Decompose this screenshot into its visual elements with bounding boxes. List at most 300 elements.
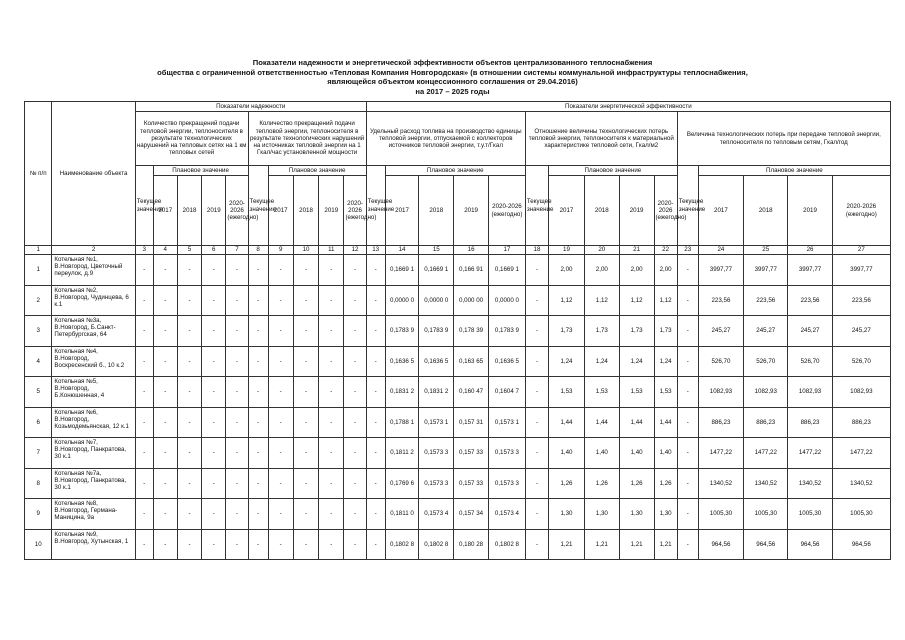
fuel-value: 0,157 33	[454, 468, 489, 499]
loss-value: 245,27	[698, 316, 743, 347]
reliability-value: -	[268, 346, 293, 377]
loss-value: 1082,93	[788, 377, 832, 408]
fuel-value: 0,1788 1	[385, 407, 419, 438]
reliability-value: -	[319, 499, 344, 530]
fuel-value: 0,1573 4	[419, 499, 454, 530]
loss-value: -	[677, 255, 698, 286]
fuel-value: 0,1811 2	[385, 438, 419, 469]
fuel-value: 0,000 00	[454, 285, 489, 316]
reliability-value: -	[293, 407, 318, 438]
reliability-value: -	[153, 529, 177, 560]
reliability-value: -	[293, 285, 318, 316]
loss-value-year-2019-header: 2019	[788, 176, 832, 246]
fuel-value: -	[366, 346, 385, 377]
loss-value: 1340,52	[832, 468, 890, 499]
reliability-value: -	[248, 377, 268, 408]
loss-value: 1477,22	[788, 438, 832, 469]
reliability-value: -	[153, 255, 177, 286]
fuel-value: 0,1636 5	[419, 346, 454, 377]
fuel-value: 0,180 28	[454, 529, 489, 560]
reliability-value: -	[177, 285, 201, 316]
loss-value: -	[677, 468, 698, 499]
loss-value: 1005,30	[698, 499, 743, 530]
rel-sources-year-2017-header: 2017	[268, 176, 293, 246]
loss-value: 964,56	[788, 529, 832, 560]
ratio-value: 1,21	[584, 529, 619, 560]
ratio-value: 1,26	[619, 468, 654, 499]
reliability-group-header: Показатели надежности	[135, 102, 366, 112]
reliability-value: -	[319, 316, 344, 347]
ratio-value: 1,44	[619, 407, 654, 438]
loss-value: -	[677, 316, 698, 347]
ratio-value: 1,44	[549, 407, 585, 438]
ratio-value: 1,12	[654, 285, 677, 316]
ratio-value: 1,30	[549, 499, 585, 530]
ratio-value: 1,24	[619, 346, 654, 377]
loss-value: 223,56	[832, 285, 890, 316]
loss-value: 526,70	[832, 346, 890, 377]
loss-value-year-2017-header: 2017	[698, 176, 743, 246]
ratio-value: 1,24	[654, 346, 677, 377]
reliability-value: -	[268, 377, 293, 408]
ratio-value: 1,53	[549, 377, 585, 408]
reliability-value: -	[344, 346, 366, 377]
reliability-value: -	[344, 499, 366, 530]
fuel-value: -	[366, 529, 385, 560]
fuel-value: 0,1769 6	[385, 468, 419, 499]
loss-value: 1340,52	[788, 468, 832, 499]
loss-value: 1082,93	[744, 377, 788, 408]
fuel-value: 0,1811 0	[385, 499, 419, 530]
reliability-value: -	[177, 438, 201, 469]
fuel-value: -	[366, 468, 385, 499]
loss-value: 223,56	[698, 285, 743, 316]
ratio-value: 1,40	[654, 438, 677, 469]
ratio-value: 1,40	[584, 438, 619, 469]
fuel-value: 0,0000 0	[385, 285, 419, 316]
reliability-value: -	[153, 316, 177, 347]
reliability-value: -	[153, 438, 177, 469]
loss-value: 1477,22	[744, 438, 788, 469]
reliability-value: -	[293, 316, 318, 347]
row-number: 8	[25, 468, 52, 499]
ratio-value: 2,00	[584, 255, 619, 286]
ratio-value: -	[525, 285, 548, 316]
fuel-value: 0,0000 0	[488, 285, 525, 316]
fuel-value: 0,1573 3	[419, 468, 454, 499]
ratio-value: -	[525, 529, 548, 560]
reliability-value: -	[153, 346, 177, 377]
fuel-value: 0,1573 1	[488, 407, 525, 438]
title-line-3: являющейся объектом концессионного соглашения от 29.04.2016)	[327, 77, 578, 87]
reliability-value: -	[319, 407, 344, 438]
reliability-value: -	[268, 438, 293, 469]
loss-value: -	[677, 285, 698, 316]
fuel-rate-year-2020-header: 2020-2026 (ежегодно)	[488, 176, 525, 246]
reliability-value: -	[135, 407, 153, 438]
ratio-value: 1,53	[619, 377, 654, 408]
reliability-value: -	[177, 255, 201, 286]
ratio-value: 1,12	[549, 285, 585, 316]
ratio-value: -	[525, 407, 548, 438]
reliability-value: -	[319, 346, 344, 377]
reliability-value: -	[344, 468, 366, 499]
table-row	[25, 468, 891, 499]
column-number-17: 17	[488, 246, 525, 255]
reliability-value: -	[202, 529, 226, 560]
ratio-value: -	[525, 255, 548, 286]
reliability-value: -	[344, 285, 366, 316]
ratio-value: 1,30	[584, 499, 619, 530]
rel-sources-year-2018-header: 2018	[293, 176, 318, 246]
fuel-value: -	[366, 438, 385, 469]
reliability-value: -	[248, 316, 268, 347]
reliability-value: -	[344, 529, 366, 560]
column-number-24: 24	[698, 246, 743, 255]
fuel-value: 0,1831 2	[419, 377, 454, 408]
loss-value: 3997,77	[832, 255, 890, 286]
reliability-value: -	[319, 255, 344, 286]
object-name: Котельная №5, В.Новгород, Б.Конюшенная, 4	[52, 377, 135, 408]
table-row	[25, 407, 891, 438]
loss-value: -	[677, 529, 698, 560]
loss-value: 526,70	[698, 346, 743, 377]
loss-value: 3997,77	[698, 255, 743, 286]
loss-value: 3997,77	[788, 255, 832, 286]
ratio-value: 1,53	[584, 377, 619, 408]
reliability-value: -	[226, 346, 248, 377]
column-number-22: 22	[654, 246, 677, 255]
fuel-rate-year-2019-header: 2019	[454, 176, 489, 246]
ratio-value: 1,44	[584, 407, 619, 438]
loss-value: -	[677, 407, 698, 438]
reliability-value: -	[202, 346, 226, 377]
reliability-value: -	[268, 407, 293, 438]
reliability-value: -	[319, 438, 344, 469]
reliability-value: -	[248, 529, 268, 560]
reliability-value: -	[177, 316, 201, 347]
ratio-value: 2,00	[619, 255, 654, 286]
loss-value: 1082,93	[698, 377, 743, 408]
reliability-value: -	[135, 346, 153, 377]
fuel-value: 0,1573 3	[488, 468, 525, 499]
reliability-value: -	[135, 529, 153, 560]
reliability-value: -	[202, 499, 226, 530]
object-name: Котельная №2, В.Новгород, Чудинцева, 6 к.1	[52, 285, 135, 316]
reliability-value: -	[293, 499, 318, 530]
fuel-value: 0,1802 8	[385, 529, 419, 560]
fuel-value: -	[366, 255, 385, 286]
column-number-8: 8	[248, 246, 268, 255]
ratio-value: 1,26	[584, 468, 619, 499]
ratio-value: 1,24	[549, 346, 585, 377]
reliability-value: -	[268, 285, 293, 316]
fuel-value: 0,163 65	[454, 346, 489, 377]
reliability-value: -	[153, 285, 177, 316]
reliability-value: -	[248, 346, 268, 377]
fuel-value: -	[366, 407, 385, 438]
ratio-value: 1,40	[549, 438, 585, 469]
fuel-value: 0,1573 1	[419, 407, 454, 438]
reliability-value: -	[226, 316, 248, 347]
ratio-value: 2,00	[654, 255, 677, 286]
row-number: 7	[25, 438, 52, 469]
object-name: Котельная №7, В.Новгород, Панкратова, 30 к.1	[52, 438, 135, 469]
fuel-value: 0,1831 2	[385, 377, 419, 408]
reliability-value: -	[135, 438, 153, 469]
fuel-rate-year-2017-header: 2017	[385, 176, 419, 246]
column-number-21: 21	[619, 246, 654, 255]
fuel-value: 0,178 39	[454, 316, 489, 347]
loss-value: 964,56	[832, 529, 890, 560]
reliability-value: -	[248, 499, 268, 530]
table-row	[25, 316, 891, 347]
loss-value: 526,70	[788, 346, 832, 377]
reliability-value: -	[135, 285, 153, 316]
ratio-value: -	[525, 346, 548, 377]
reliability-value: -	[226, 285, 248, 316]
loss-value: 1005,30	[832, 499, 890, 530]
object-name: Котельная №8, В.Новгород, Германа-Маницина, 9а	[52, 499, 135, 530]
reliability-value: -	[293, 377, 318, 408]
loss-value: 886,23	[788, 407, 832, 438]
column-number-25: 25	[744, 246, 788, 255]
column-number-2: 2	[52, 246, 135, 255]
rel-sources-year-2020-header: 2020-2026 (ежегодно)	[344, 176, 366, 246]
reliability-value: -	[135, 499, 153, 530]
table-row	[25, 499, 891, 530]
reliability-value: -	[177, 346, 201, 377]
ratio-value: 1,73	[619, 316, 654, 347]
ratio-value: 1,21	[619, 529, 654, 560]
col-number-header: № п/п	[25, 102, 52, 246]
loss-value: 245,27	[832, 316, 890, 347]
row-number: 10	[25, 529, 52, 560]
reliability-value: -	[226, 529, 248, 560]
reliability-value: -	[153, 499, 177, 530]
object-name: Котельная №7а, В.Новгород, Панкратова, 30 к.1	[52, 468, 135, 499]
fuel-value: 0,1636 5	[488, 346, 525, 377]
loss-value-current-header: Текущее значение	[677, 166, 698, 246]
column-number-5: 5	[177, 246, 201, 255]
title-line-4: на 2017 – 2025 годы	[415, 86, 490, 96]
loss-value: 223,56	[788, 285, 832, 316]
reliability-value: -	[248, 468, 268, 499]
reliability-value: -	[226, 377, 248, 408]
reliability-value: -	[319, 468, 344, 499]
title-line-2: общества с ограниченной ответственностью «Тепловая Компания Новгородская» (в отношении системы коммунальной инфраструктуры теплоснабжения,	[157, 67, 748, 77]
row-number: 2	[25, 285, 52, 316]
table-row	[25, 529, 891, 560]
loss-ratio-year-2018-header: 2018	[584, 176, 619, 246]
ratio-value: -	[525, 316, 548, 347]
reliability-value: -	[248, 285, 268, 316]
column-number-1: 1	[25, 246, 52, 255]
column-number-9: 9	[268, 246, 293, 255]
table-row	[25, 377, 891, 408]
reliability-value: -	[226, 468, 248, 499]
fuel-value: 0,1783 9	[419, 316, 454, 347]
fuel-rate-year-2018-header: 2018	[419, 176, 454, 246]
column-number-10: 10	[293, 246, 318, 255]
reliability-value: -	[344, 407, 366, 438]
reliability-value: -	[153, 377, 177, 408]
ratio-value: 1,73	[549, 316, 585, 347]
rel-networks-year-2020-header: 2020-2026 (ежегодно)	[226, 176, 248, 246]
reliability-value: -	[268, 316, 293, 347]
loss-value: -	[677, 438, 698, 469]
table-row	[25, 255, 891, 286]
loss-ratio-planned-header: Плановое значение	[549, 166, 678, 176]
ratio-value: 1,40	[619, 438, 654, 469]
loss-value: 245,27	[788, 316, 832, 347]
table-row	[25, 285, 891, 316]
reliability-value: -	[202, 468, 226, 499]
reliability-value: -	[226, 407, 248, 438]
ratio-value: 1,24	[584, 346, 619, 377]
loss-value: 3997,77	[744, 255, 788, 286]
column-number-13: 13	[366, 246, 385, 255]
fuel-rate-current-header: Текущее значение	[366, 166, 385, 246]
ratio-value: -	[525, 438, 548, 469]
column-number-3: 3	[135, 246, 153, 255]
fuel-value: 0,1669 1	[385, 255, 419, 286]
object-name: Котельная №1, В.Новгород, Цветочный переулок, д.9	[52, 255, 135, 286]
row-number: 6	[25, 407, 52, 438]
loss-value: 245,27	[744, 316, 788, 347]
reliability-value: -	[248, 407, 268, 438]
reliability-networks-header: Количество прекращений подачи тепловой энергии, теплоносителя в результате технологических нарушений на тепловых сетях на 1 км тепловых сетей	[135, 112, 248, 166]
column-number-7: 7	[226, 246, 248, 255]
column-number-11: 11	[319, 246, 344, 255]
loss-ratio-current-header: Текущее значение	[525, 166, 548, 246]
loss-value-year-2018-header: 2018	[744, 176, 788, 246]
loss-value-header: Величина технологических потерь при передаче тепловой энергии, теплоносителя по тепловым сетям, Гкал/год	[677, 112, 890, 166]
ratio-value: 1,73	[654, 316, 677, 347]
loss-value: 1340,52	[698, 468, 743, 499]
fuel-value: -	[366, 377, 385, 408]
ratio-value: 1,26	[654, 468, 677, 499]
reliability-value: -	[177, 529, 201, 560]
fuel-value: 0,1636 5	[385, 346, 419, 377]
loss-value: -	[677, 377, 698, 408]
reliability-sources-header: Количество прекращений подачи тепловой энергии, теплоносителя в результате технологических нарушений на источниках тепловой энергии на 1 Гкал/час установленной мощности	[248, 112, 366, 166]
loss-value: 1005,30	[788, 499, 832, 530]
loss-value: 964,56	[698, 529, 743, 560]
row-number: 3	[25, 316, 52, 347]
fuel-value: 0,160 47	[454, 377, 489, 408]
fuel-value: 0,1573 3	[488, 438, 525, 469]
loss-value-year-2020-header: 2020-2026 (ежегодно)	[832, 176, 890, 246]
reliability-value: -	[135, 377, 153, 408]
fuel-value: 0,166 91	[454, 255, 489, 286]
loss-ratio-year-2019-header: 2019	[619, 176, 654, 246]
column-number-20: 20	[584, 246, 619, 255]
reliability-value: -	[202, 255, 226, 286]
column-number-15: 15	[419, 246, 454, 255]
row-number: 1	[25, 255, 52, 286]
reliability-value: -	[344, 438, 366, 469]
fuel-value: -	[366, 499, 385, 530]
reliability-value: -	[135, 316, 153, 347]
fuel-value: 0,1669 1	[488, 255, 525, 286]
fuel-value: 0,1573 3	[419, 438, 454, 469]
ratio-value: 1,30	[654, 499, 677, 530]
column-number-19: 19	[549, 246, 585, 255]
ratio-value: 1,26	[549, 468, 585, 499]
ratio-value: -	[525, 468, 548, 499]
reliability-value: -	[202, 438, 226, 469]
loss-value: -	[677, 346, 698, 377]
loss-ratio-year-2017-header: 2017	[549, 176, 585, 246]
table-row	[25, 438, 891, 469]
loss-value: 223,56	[744, 285, 788, 316]
loss-ratio-year-2020-header: 2020-2026 (ежегодно)	[654, 176, 677, 246]
reliability-value: -	[344, 377, 366, 408]
fuel-value: -	[366, 316, 385, 347]
fuel-value: 0,1669 1	[419, 255, 454, 286]
column-number-26: 26	[788, 246, 832, 255]
reliability-value: -	[248, 255, 268, 286]
reliability-value: -	[202, 285, 226, 316]
loss-value: 1340,52	[744, 468, 788, 499]
loss-value: 886,23	[698, 407, 743, 438]
reliability-value: -	[202, 377, 226, 408]
fuel-value: 0,157 34	[454, 499, 489, 530]
reliability-value: -	[344, 316, 366, 347]
document-title	[0, 58, 905, 96]
loss-value: 964,56	[744, 529, 788, 560]
reliability-value: -	[268, 529, 293, 560]
ratio-value: 1,12	[584, 285, 619, 316]
row-number: 9	[25, 499, 52, 530]
ratio-value: 1,73	[584, 316, 619, 347]
reliability-value: -	[153, 407, 177, 438]
row-number: 4	[25, 346, 52, 377]
title-line-1: Показатели надежности и энергетической эффективности объектов централизованного теплоснабжения	[252, 58, 653, 67]
ratio-value: 1,21	[654, 529, 677, 560]
fuel-value: 0,1783 9	[488, 316, 525, 347]
column-number-4: 4	[153, 246, 177, 255]
ratio-value: 1,12	[619, 285, 654, 316]
rel-networks-planned-header: Плановое значение	[153, 166, 248, 176]
fuel-value: 0,1783 9	[385, 316, 419, 347]
column-number-23: 23	[677, 246, 698, 255]
loss-value: 1005,30	[744, 499, 788, 530]
rel-sources-current-header: Текущее значение	[248, 166, 268, 246]
reliability-value: -	[226, 499, 248, 530]
column-number-12: 12	[344, 246, 366, 255]
column-number-6: 6	[202, 246, 226, 255]
loss-value: 1082,93	[832, 377, 890, 408]
fuel-value: 0,157 33	[454, 438, 489, 469]
reliability-value: -	[248, 438, 268, 469]
ratio-value: 1,53	[654, 377, 677, 408]
column-number-14: 14	[385, 246, 419, 255]
reliability-value: -	[153, 468, 177, 499]
column-number-16: 16	[454, 246, 489, 255]
fuel-rate-planned-header: Плановое значение	[385, 166, 525, 176]
reliability-value: -	[344, 255, 366, 286]
col-name-header: Наименование объекта	[52, 102, 135, 246]
fuel-value: 0,1604 7	[488, 377, 525, 408]
indicators-table	[24, 101, 891, 560]
reliability-value: -	[319, 377, 344, 408]
rel-networks-year-2019-header: 2019	[202, 176, 226, 246]
ratio-value: 2,00	[549, 255, 585, 286]
fuel-value: 0,1802 8	[419, 529, 454, 560]
row-number: 5	[25, 377, 52, 408]
